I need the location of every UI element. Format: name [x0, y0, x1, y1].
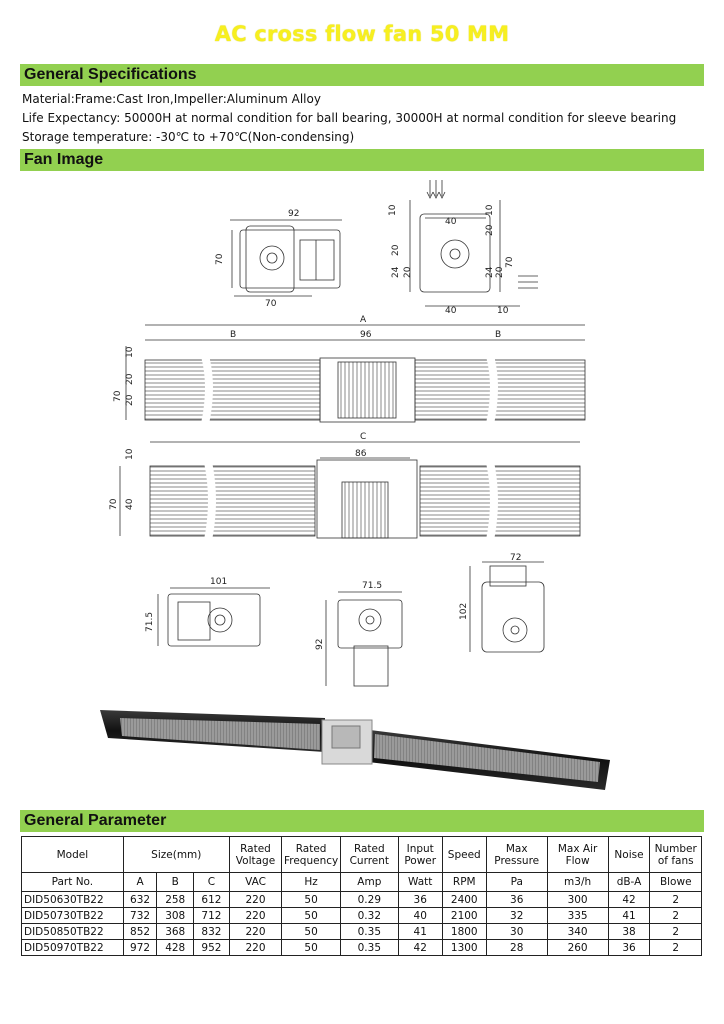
cell-c: 712	[194, 908, 230, 924]
dim-B-left: B	[230, 330, 237, 340]
cell-frequency: 50	[282, 908, 341, 924]
table-row	[22, 940, 702, 956]
dim-40-top: 40	[445, 217, 457, 227]
dim-B-right: B	[495, 330, 502, 340]
cell-pressure: 28	[486, 940, 547, 956]
cell-fans: 2	[650, 924, 702, 940]
header-max-pressure: Max Pressure	[486, 837, 547, 873]
cell-voltage: 220	[229, 892, 281, 908]
dim-20-right: 20	[485, 224, 495, 236]
cell-current: 0.29	[340, 892, 398, 908]
table-unit-row	[22, 873, 702, 892]
dim-92-side: 92	[315, 638, 325, 650]
unit-rpm: RPM	[442, 873, 486, 892]
dim-20-front-b: 20	[125, 394, 135, 406]
fan-product-photo	[100, 690, 620, 800]
cell-a: 632	[123, 892, 157, 908]
cell-speed: 1300	[442, 940, 486, 956]
cell-noise: 41	[608, 908, 650, 924]
end-view-bottom-2	[326, 592, 402, 686]
header-speed: Speed	[442, 837, 486, 873]
header-max-air-flow: Max Air Flow	[547, 837, 608, 873]
cell-pressure: 30	[486, 924, 547, 940]
parameter-table	[21, 836, 702, 956]
header-model: Model	[22, 837, 124, 873]
dim-A: A	[360, 315, 367, 325]
dim-10-right: 10	[485, 204, 495, 216]
cell-fans: 2	[650, 908, 702, 924]
dim-10-c: 10	[125, 448, 135, 460]
cell-noise: 36	[608, 940, 650, 956]
unit-c: C	[194, 873, 230, 892]
cell-power: 41	[398, 924, 442, 940]
table-row	[22, 924, 702, 940]
dim-10-top: 10	[388, 204, 398, 216]
dim-70-bottom: 70	[265, 299, 277, 309]
unit-dba: dB-A	[608, 873, 650, 892]
cell-current: 0.32	[340, 908, 398, 924]
cell-voltage: 220	[229, 908, 281, 924]
table-header-row	[22, 837, 702, 873]
table-row	[22, 908, 702, 924]
dim-102: 102	[459, 602, 469, 620]
unit-part-no: Part No.	[22, 873, 124, 892]
dim-70-front: 70	[113, 390, 123, 402]
cell-voltage: 220	[229, 924, 281, 940]
cell-c: 952	[194, 940, 230, 956]
cell-power: 36	[398, 892, 442, 908]
cell-voltage: 220	[229, 940, 281, 956]
cell-speed: 2100	[442, 908, 486, 924]
cell-b: 258	[157, 892, 194, 908]
cell-power: 40	[398, 908, 442, 924]
cell-air-flow: 340	[547, 924, 608, 940]
end-view-bottom-1	[158, 588, 270, 646]
cell-part-no: DID50970TB22	[22, 940, 124, 956]
unit-a: A	[123, 873, 157, 892]
dim-C: C	[360, 432, 367, 442]
cell-speed: 2400	[442, 892, 486, 908]
dim-70-right: 70	[505, 256, 515, 268]
dim-71-5-top: 71.5	[362, 581, 383, 591]
dim-101: 101	[210, 577, 228, 587]
cell-pressure: 36	[486, 892, 547, 908]
cell-frequency: 50	[282, 924, 341, 940]
cell-part-no: DID50850TB22	[22, 924, 124, 940]
dim-71-5-left: 71.5	[145, 611, 155, 632]
cell-fans: 2	[650, 892, 702, 908]
dim-86: 86	[355, 449, 367, 459]
cell-part-no: DID50630TB22	[22, 892, 124, 908]
dim-10-bottom: 10	[497, 306, 509, 316]
header-input-power: Input Power	[398, 837, 442, 873]
cell-part-no: DID50730TB22	[22, 908, 124, 924]
fan-technical-drawings	[20, 170, 704, 690]
cell-b: 428	[157, 940, 194, 956]
cell-air-flow: 335	[547, 908, 608, 924]
dim-20-front-a: 20	[125, 373, 135, 385]
dim-24-right: 24	[485, 266, 495, 278]
dim-92: 92	[288, 209, 300, 219]
cell-c: 612	[194, 892, 230, 908]
front-view-c	[120, 442, 580, 540]
header-rated-voltage: Rated Voltage	[229, 837, 281, 873]
unit-hz: Hz	[282, 873, 341, 892]
dim-96: 96	[360, 330, 372, 340]
end-view-bottom-3	[470, 562, 544, 652]
dim-20-right-inner: 20	[495, 266, 505, 278]
section-header-general-parameter: General Parameter	[20, 810, 704, 832]
spec-storage-temperature: Storage temperature: -30℃ to +70℃(Non-condensing)	[22, 130, 355, 144]
cell-b: 308	[157, 908, 194, 924]
unit-amp: Amp	[340, 873, 398, 892]
cell-current: 0.35	[340, 924, 398, 940]
dim-20-left: 20	[391, 244, 401, 256]
header-rated-current: Rated Current	[340, 837, 398, 873]
cell-noise: 38	[608, 924, 650, 940]
cell-frequency: 50	[282, 940, 341, 956]
table-row	[22, 892, 702, 908]
cell-current: 0.35	[340, 940, 398, 956]
dim-24-left: 24	[391, 266, 401, 278]
dim-10-front: 10	[125, 346, 135, 358]
unit-b: B	[157, 873, 194, 892]
section-header-general-specifications: General Specifications	[20, 64, 704, 86]
cell-frequency: 50	[282, 892, 341, 908]
end-view-left	[230, 220, 342, 296]
cell-noise: 42	[608, 892, 650, 908]
unit-m3h: m3/h	[547, 873, 608, 892]
spec-life-expectancy: Life Expectancy: 50000H at normal condition for ball bearing, 30000H at normal condition for sleeve bearing	[22, 111, 677, 125]
cell-a: 972	[123, 940, 157, 956]
header-rated-frequency: Rated Frequency	[282, 837, 341, 873]
dim-20-inner: 20	[403, 266, 413, 278]
spec-material: Material:Frame:Cast Iron,Impeller:Aluminum Alloy	[22, 92, 321, 106]
cell-pressure: 32	[486, 908, 547, 924]
unit-vac: VAC	[229, 873, 281, 892]
page-title: AC cross flow fan 50 MM	[214, 22, 510, 46]
header-noise: Noise	[608, 837, 650, 873]
dim-40-c: 40	[125, 498, 135, 510]
front-view-a	[126, 325, 585, 424]
unit-blowe: Blowe	[650, 873, 702, 892]
cell-c: 832	[194, 924, 230, 940]
header-number-of-fans: Number of fans	[650, 837, 702, 873]
dim-70-c: 70	[109, 498, 119, 510]
unit-pa: Pa	[486, 873, 547, 892]
dim-40-bottom: 40	[445, 306, 457, 316]
dim-72: 72	[510, 553, 522, 563]
cell-air-flow: 260	[547, 940, 608, 956]
unit-watt: Watt	[398, 873, 442, 892]
header-size: Size(mm)	[123, 837, 229, 873]
dim-70-side: 70	[215, 253, 225, 265]
cell-b: 368	[157, 924, 194, 940]
cell-a: 732	[123, 908, 157, 924]
end-view-right	[410, 180, 538, 306]
cell-a: 852	[123, 924, 157, 940]
cell-power: 42	[398, 940, 442, 956]
cell-air-flow: 300	[547, 892, 608, 908]
cell-fans: 2	[650, 940, 702, 956]
cell-speed: 1800	[442, 924, 486, 940]
section-header-fan-image: Fan Image	[20, 149, 704, 171]
